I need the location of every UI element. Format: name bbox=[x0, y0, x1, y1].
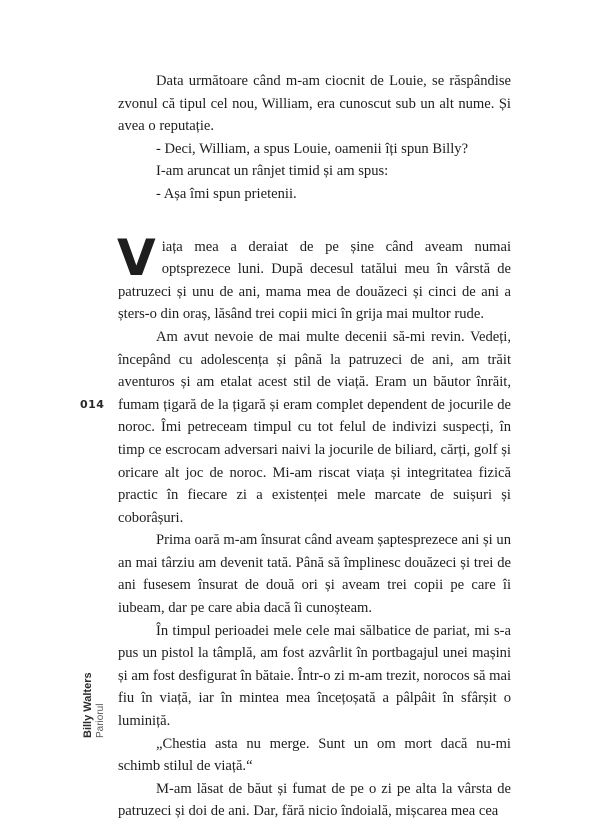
section-gap bbox=[118, 206, 511, 236]
paragraph: Am avut nevoie de mai multe decenii să-mi revin. Vedeți, începând cu adolescența și până la patruzeci de ani, am trăit aventuros și am etalat acest stil de viață. Eram un băutor înrăit, fumam țigară de la țigară și eram complet dependent de jocurile de noroc. Îmi petreceam timpul cu tot felul de indivizi suspecți, în timp ce escrocam adversari naivi la jocurile de biliard, cărți, golf și oricare alt joc de noroc. Mi-am riscat viața și integritatea fizică practic în fiecare zi a existenței mele marcate de suișuri și coborâșuri. bbox=[118, 328, 511, 526]
paragraph: În timpul perioadei mele cele mai sălbatice de pariat, mi s-a pus un pistol la tâmplă, am fost azvârlit în portbagajul unei mașini și am fost desfigurat în bătaie. Într-o zi m-am trezit, norocos să mai fiu în viață, iar în mintea mea încețoșată a pâlpâit în sfârșit o luminiță. bbox=[118, 622, 511, 730]
paragraph: „Chestia asta nu merge. Sunt un om mort dacă nu-mi schimb stilul de viață.“ bbox=[118, 735, 511, 775]
opening-text: iața mea a deraiat de pe șine când aveam numai optsprezece luni. După decesul tatălui meu în vârstă de patruzeci și unu de ani, mama mea de douăzeci și cinci de ani a șters-o din oraș, lăsând trei copii mici în grija mai multor rude. bbox=[118, 238, 511, 323]
chapter-opening-paragraph bbox=[117, 228, 511, 326]
paragraph: - Deci, William, a spus Louie, oamenii îți spun Billy? bbox=[156, 140, 469, 157]
running-head-author: Billy Walters bbox=[82, 672, 94, 738]
paragraph: M-am lăsat de băut și fumat de pe o zi pe alta la vârsta de patruzeci și doi de ani. Dar, fără nicio îndoială, mișcarea mea cea bbox=[118, 780, 511, 820]
paragraph: I-am aruncat un rânjet timid și am spus: bbox=[156, 163, 389, 180]
paragraph: Prima oară m-am însurat când aveam șaptesprezece ani și un an mai târziu am devenit tată. Până să împlinesc douăzeci și trei de ani fusesem însurat de două ori și aveam trei copii pe care îi iubeam, dar pe care abia dacă îi cunoșteam. bbox=[118, 532, 511, 617]
running-head bbox=[82, 672, 107, 738]
running-head-book: Pariorul bbox=[95, 703, 106, 738]
page-number: 014 bbox=[80, 398, 105, 411]
paragraph: Data următoare când m-am ciocnit de Louie, se răspândise zvonul că tipul cel nou, William, era cunoscut sub un alt nume. Și avea o reputație. bbox=[118, 73, 511, 135]
drop-cap: V bbox=[117, 228, 156, 287]
paragraph: - Așa îmi spun prietenii. bbox=[156, 185, 297, 202]
body-text bbox=[118, 70, 511, 823]
